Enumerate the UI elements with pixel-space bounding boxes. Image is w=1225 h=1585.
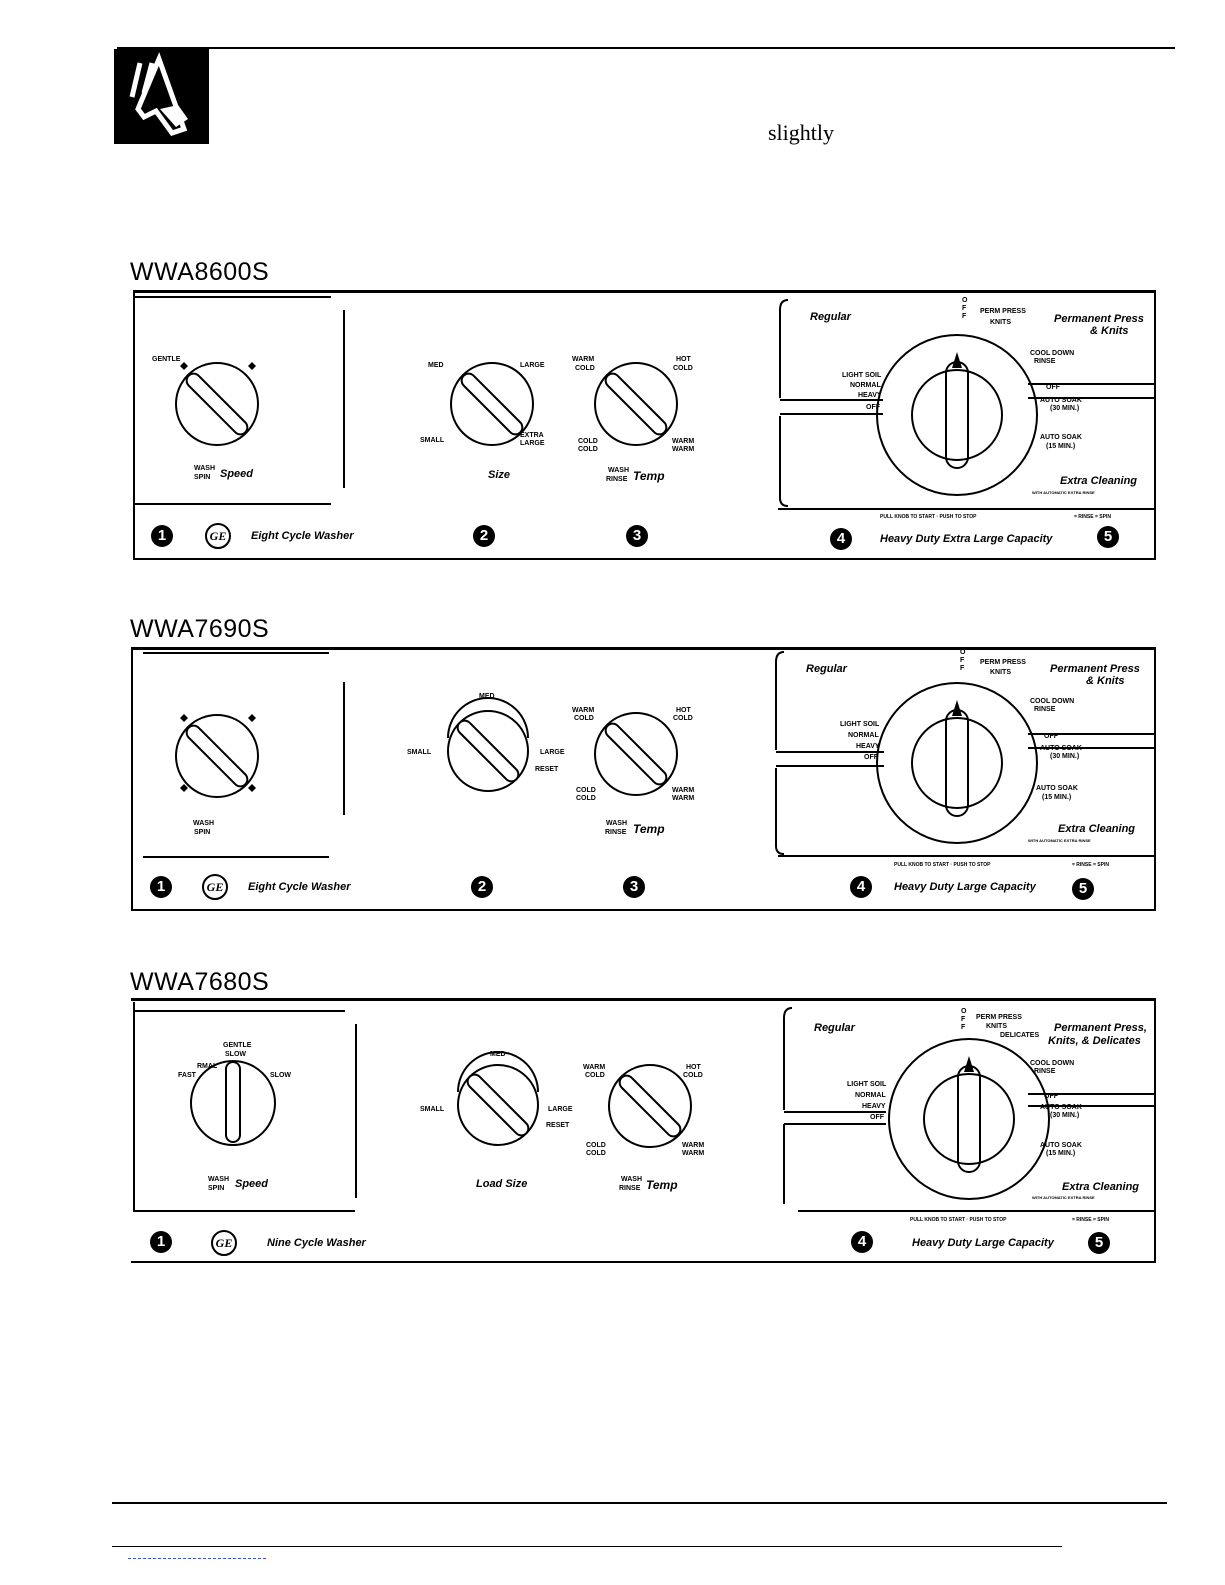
spin-label: SPIN (194, 474, 211, 481)
step-number: 1 (150, 876, 172, 898)
ge-logo-icon: GE (205, 523, 231, 549)
perm-press-label: PERM PRESS (976, 1014, 1022, 1021)
rinse-spin-legend: = RINSE = SPIN (1072, 862, 1109, 868)
off-label: OFF (1044, 733, 1058, 740)
capacity-label: Heavy Duty Extra Large Capacity (880, 533, 1053, 545)
auto-soak-label: AUTO SOAK (1036, 785, 1078, 792)
step-number: 4 (851, 1231, 873, 1253)
speed-knob[interactable] (190, 1060, 280, 1150)
step-number: 4 (850, 876, 872, 898)
temp-warm-label: WARM (672, 446, 695, 453)
temp-cold-label: COLD (673, 365, 693, 372)
heavy-label: HEAVY (856, 743, 880, 750)
size-large-label: LARGE (548, 1106, 573, 1113)
auto-extra-rinse-label: WITH AUTOMATIC EXTRA RINSE (1028, 838, 1091, 843)
wash-label: WASH (208, 1176, 229, 1183)
size-large-label: LARGE (520, 362, 545, 369)
auto-soak-label: AUTO SOAK (1040, 1142, 1082, 1149)
off-label: OFF (1046, 384, 1060, 391)
speed-gentle-label: GENTLE (223, 1042, 252, 1049)
temp-cold-label: COLD (585, 1072, 605, 1079)
size-small-label: SMALL (407, 749, 432, 756)
step-number: 2 (473, 525, 495, 547)
step-number: 5 (1088, 1232, 1110, 1254)
panel-divider (135, 1210, 355, 1212)
step-number: 1 (151, 525, 173, 547)
cycle-off-label: OFF (961, 1008, 967, 1031)
panel-divider (355, 1024, 357, 1198)
header-rule (117, 47, 1175, 49)
extra-cleaning-label: Extra Cleaning (1062, 1181, 1140, 1193)
temp-cold-label: COLD (683, 1072, 703, 1079)
normal-label: NORMAL (850, 382, 881, 389)
rinse-label: RINSE (605, 829, 627, 836)
pull-knob-label: PULL KNOB TO START · PUSH TO STOP (880, 514, 977, 520)
heavy-label: HEAVY (858, 392, 882, 399)
knits-label: KNITS (986, 1023, 1007, 1030)
load-size-knob[interactable] (456, 1060, 546, 1150)
speed-label: Speed (235, 1178, 269, 1190)
panel-divider (143, 652, 329, 654)
normal-label: NORMAL (855, 1092, 886, 1099)
size-label: Size (488, 469, 511, 481)
temp-cold-label: COLD (574, 715, 594, 722)
temp-hot-label: HOT (676, 707, 691, 714)
size-small-label: SMALL (420, 437, 445, 444)
temp-cold-label: COLD (586, 1142, 606, 1149)
temp-cold-label: COLD (576, 795, 596, 802)
wash-label: WASH (608, 467, 629, 474)
speed-label: Speed (220, 468, 254, 480)
temp-warm-label: WARM (572, 707, 595, 714)
regular-label: Regular (814, 1022, 855, 1034)
indicator-diamond (248, 362, 256, 370)
extra-cleaning-label: Extra Cleaning (1060, 475, 1138, 487)
panel-divider (778, 508, 1154, 510)
cycle-off-label: OFF (960, 649, 966, 672)
wash-label: WASH (194, 465, 215, 472)
cool-rinse-label: RINSE (1034, 1068, 1056, 1075)
wash-label: WASH (606, 820, 627, 827)
temp-warm-label: WARM (672, 795, 695, 802)
speed-slow-label: SLOW (225, 1051, 246, 1058)
off-label: OFF (866, 404, 880, 411)
perm-press-label: PERM PRESS (980, 659, 1026, 666)
panel-divider (133, 1002, 135, 1212)
knits-label: KNITS (990, 669, 1011, 676)
cool-down-label: COOL DOWN (1030, 1060, 1075, 1067)
temp-warm-label: WARM (572, 356, 595, 363)
panel-divider (343, 310, 345, 488)
knits-label: KNITS (990, 319, 1011, 326)
ge-logo-icon: GE (202, 874, 228, 900)
delicates-label: DELICATES (1000, 1032, 1040, 1039)
panel-divider (343, 682, 345, 815)
indicator-diamond (180, 714, 188, 722)
indicator-diamond (248, 784, 256, 792)
permanent-press-label: Permanent Press (1054, 313, 1144, 325)
and-knits-label: & Knits (1086, 675, 1125, 687)
temp-warm-label: WARM (583, 1064, 606, 1071)
size-xlarge-label: LARGE (520, 440, 545, 447)
temp-warm-label: WARM (672, 438, 695, 445)
footer-link-underline (128, 1557, 266, 1559)
cool-down-label: COOL DOWN (1030, 698, 1075, 705)
permanent-press-label: Permanent Press, (1054, 1022, 1147, 1034)
auto-soak-label: AUTO SOAK (1040, 434, 1082, 441)
min30-label: (30 MIN.) (1050, 753, 1080, 760)
min30-label: (30 MIN.) (1050, 405, 1080, 412)
cycle-off-label: OFF (962, 297, 968, 320)
model-title: WWA7680S (130, 968, 270, 996)
min30-label: (30 MIN.) (1050, 1112, 1080, 1119)
model-title: WWA8600S (130, 258, 270, 286)
speed-knob[interactable] (175, 362, 265, 452)
auto-soak-label: AUTO SOAK (1040, 745, 1082, 752)
rinse-label: RINSE (606, 476, 628, 483)
footer-rule (112, 1502, 1167, 1504)
model-title: WWA7690S (130, 615, 270, 643)
speed-fast-label: FAST (178, 1072, 196, 1079)
temp-warm-label: WARM (672, 787, 695, 794)
min15-label: (15 MIN.) (1046, 1150, 1076, 1157)
panel-divider (135, 503, 331, 505)
temp-warm-label: WARM (682, 1142, 705, 1149)
capacity-label: Heavy Duty Large Capacity (894, 881, 1036, 893)
washer-type-label: Eight Cycle Washer (251, 530, 354, 542)
off-label: OFF (870, 1114, 884, 1121)
rinse-label: RINSE (619, 1185, 641, 1192)
step-number: 3 (626, 525, 648, 547)
temp-cold-label: COLD (586, 1150, 606, 1157)
wash-label: WASH (193, 820, 214, 827)
step-number: 1 (150, 1231, 172, 1253)
size-reset-label: RESET (546, 1122, 570, 1129)
panel-divider (135, 1010, 345, 1012)
normal-label: NORMAL (848, 732, 879, 739)
cycle-dial[interactable] (884, 1034, 1054, 1204)
temp-cold-label: COLD (576, 787, 596, 794)
cool-rinse-label: RINSE (1034, 358, 1056, 365)
temp-label: Temp (646, 1178, 678, 1192)
indicator-diamond (180, 362, 188, 370)
knits-delicates-label: Knits, & Delicates (1048, 1035, 1141, 1047)
step-number: 5 (1097, 526, 1119, 548)
temp-label: Temp (633, 822, 665, 836)
step-number: 2 (471, 876, 493, 898)
washer-type-label: Nine Cycle Washer (267, 1237, 366, 1249)
temp-warm-label: WARM (682, 1150, 705, 1157)
temp-label: Temp (633, 469, 665, 483)
step-number: 5 (1072, 878, 1094, 900)
size-med-label: MED (490, 1051, 506, 1058)
spin-label: SPIN (208, 1185, 225, 1192)
speed-normal-label: RMAL (197, 1063, 218, 1070)
step-number: 3 (623, 876, 645, 898)
cool-rinse-label: RINSE (1034, 706, 1056, 713)
panel-divider (798, 1210, 1154, 1212)
indicator-diamond (248, 714, 256, 722)
size-extra-label: EXTRA (520, 432, 544, 439)
auto-extra-rinse-label: WITH AUTOMATIC EXTRA RINSE (1032, 1195, 1095, 1200)
light-soil-label: LIGHT SOIL (847, 1081, 887, 1088)
panel-divider (135, 296, 331, 298)
min15-label: (15 MIN.) (1046, 443, 1076, 450)
size-large-label: LARGE (540, 749, 565, 756)
temp-cold-label: COLD (673, 715, 693, 722)
regular-label: Regular (806, 663, 847, 675)
light-soil-label: LIGHT SOIL (840, 721, 880, 728)
footer-rule (112, 1546, 1062, 1547)
temp-hot-label: HOT (676, 356, 691, 363)
extra-cleaning-label: Extra Cleaning (1058, 823, 1136, 835)
size-small-label: SMALL (420, 1106, 445, 1113)
temp-hot-label: HOT (686, 1064, 701, 1071)
panel-divider (143, 856, 329, 858)
off-label: OFF (1044, 1093, 1058, 1100)
perm-press-label: PERM PRESS (980, 308, 1026, 315)
temp-knob[interactable] (594, 362, 684, 452)
auto-soak-label: AUTO SOAK (1040, 1104, 1082, 1111)
speed-gentle-label: GENTLE (152, 356, 181, 363)
ge-logo-icon: GE (211, 1230, 237, 1256)
regular-label: Regular (810, 311, 851, 323)
auto-extra-rinse-label: WITH AUTOMATIC EXTRA RINSE (1032, 490, 1095, 495)
permanent-press-label: Permanent Press (1050, 663, 1140, 675)
cycle-dial[interactable] (872, 330, 1042, 500)
rinse-spin-legend: = RINSE = SPIN (1072, 1217, 1109, 1223)
pull-knob-label: PULL KNOB TO START · PUSH TO STOP (894, 862, 991, 868)
load-size-label: Load Size (476, 1178, 528, 1190)
temp-cold-label: COLD (575, 365, 595, 372)
cycle-dial[interactable] (872, 678, 1042, 848)
wash-label: WASH (621, 1176, 642, 1183)
temp-cold-label: COLD (578, 438, 598, 445)
size-med-label: MED (428, 362, 444, 369)
step-number: 4 (830, 528, 852, 550)
intro-word: slightly (768, 120, 835, 145)
hand-pointing-icon (114, 49, 209, 144)
pull-knob-label: PULL KNOB TO START · PUSH TO STOP (910, 1217, 1007, 1223)
cool-down-label: COOL DOWN (1030, 350, 1075, 357)
capacity-label: Heavy Duty Large Capacity (912, 1237, 1054, 1249)
load-size-knob[interactable] (446, 706, 536, 796)
light-soil-label: LIGHT SOIL (842, 372, 882, 379)
off-label: OFF (864, 754, 878, 761)
speed-slow-label: SLOW (270, 1072, 291, 1079)
auto-soak-label: AUTO SOAK (1040, 397, 1082, 404)
washer-type-label: Eight Cycle Washer (248, 881, 351, 893)
spin-label: SPIN (194, 829, 211, 836)
temp-knob[interactable] (594, 712, 684, 802)
heavy-label: HEAVY (862, 1103, 886, 1110)
rinse-spin-legend: = RINSE = SPIN (1074, 514, 1111, 520)
size-med-label: MED (479, 693, 495, 700)
min15-label: (15 MIN.) (1042, 794, 1072, 801)
size-reset-label: RESET (535, 766, 559, 773)
temp-cold-label: COLD (578, 446, 598, 453)
indicator-diamond (180, 784, 188, 792)
and-knits-label: & Knits (1090, 325, 1129, 337)
